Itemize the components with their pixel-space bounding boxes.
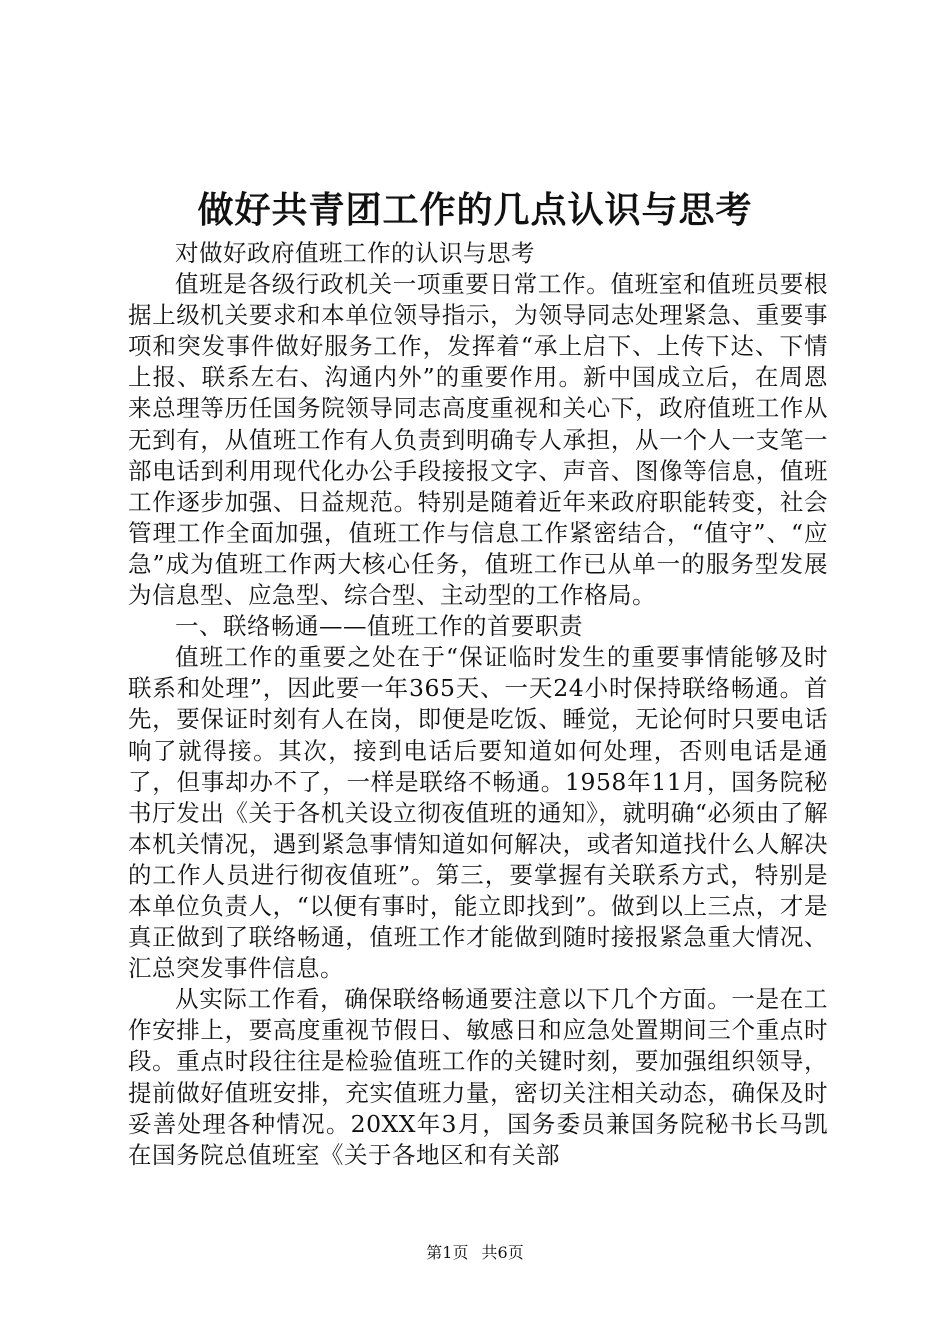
page-footer [0,1242,950,1264]
page-number: 第1页 [426,1243,469,1262]
document-body [128,238,828,1171]
section-heading-1: 一、联络畅通——值班工作的首要职责 [175,612,583,641]
page-total: 共6页 [481,1243,524,1262]
document-title: 做好共青团工作的几点认识与思考 [197,189,753,231]
paragraph-section-1: 值班工作的重要之处在于“保证临时发生的重要事情能够及时联系和处理”，因此要一年365天、一天24小时保持联络畅通。首先，要保证时刻有人在岗，即便是吃饭、睡觉，无论何时只要电话响了就得接。其次，接到电话后要知道如何处理，否则电话是通了，但事却办不了，一样是联络不畅通。1958年11月，国务院秘书厅发出《关于各机关设立彻夜值班的通知》，就明确“必须由了解本机关情况，遇到紧急事情知道如何解决，或者知道找什么人解决的工作人员进行彻夜值班”。第三，要掌握有关联系方式，特别是本单位负责人，“以便有事时，能立即找到”。做到以上三点，才是真正做到了联络畅通，值班工作才能做到随时接报紧急重大情况、汇总突发事件信息。 [128,643,828,983]
paragraph-intro: 值班是各级行政机关一项重要日常工作。值班室和值班员要根据上级机关要求和本单位领导指示，为领导同志处理紧急、重要事项和突发事件做好服务工作，发挥着“承上启下、上传下达、下情上报、联系左右、沟通内外”的重要作用。新中国成立后，在周恩来总理等历任国务院领导同志高度重视和关心下，政府值班工作从无到有，从值班工作有人负责到明确专人承担，从一个人一支笔一部电话到利用现代化办公手段接报文字、声音、图像等信息，值班工作逐步加强、日益规范。特别是随着近年来政府职能转变，社会管理工作全面加强，值班工作与信息工作紧密结合，“值守”、“应急”成为值班工作两大核心任务，值班工作已从单一的服务型发展为信息型、应急型、综合型、主动型的工作格局。 [128,270,828,610]
paragraph-practice: 从实际工作看，确保联络畅通要注意以下几个方面。一是在工作安排上，要高度重视节假日、敏感日和应急处置期间三个重点时段。重点时段往往是检验值班工作的关键时刻，要加强组织领导，提前做好值班安排，充实值班力量，密切关注相关动态，确保及时妥善处理各种情况。20XX年3月，国务委员兼国务院秘书长马凯在国务院总值班室《关于各地区和有关部 [128,985,828,1169]
paragraph-subtitle: 对做好政府值班工作的认识与思考 [175,239,535,267]
